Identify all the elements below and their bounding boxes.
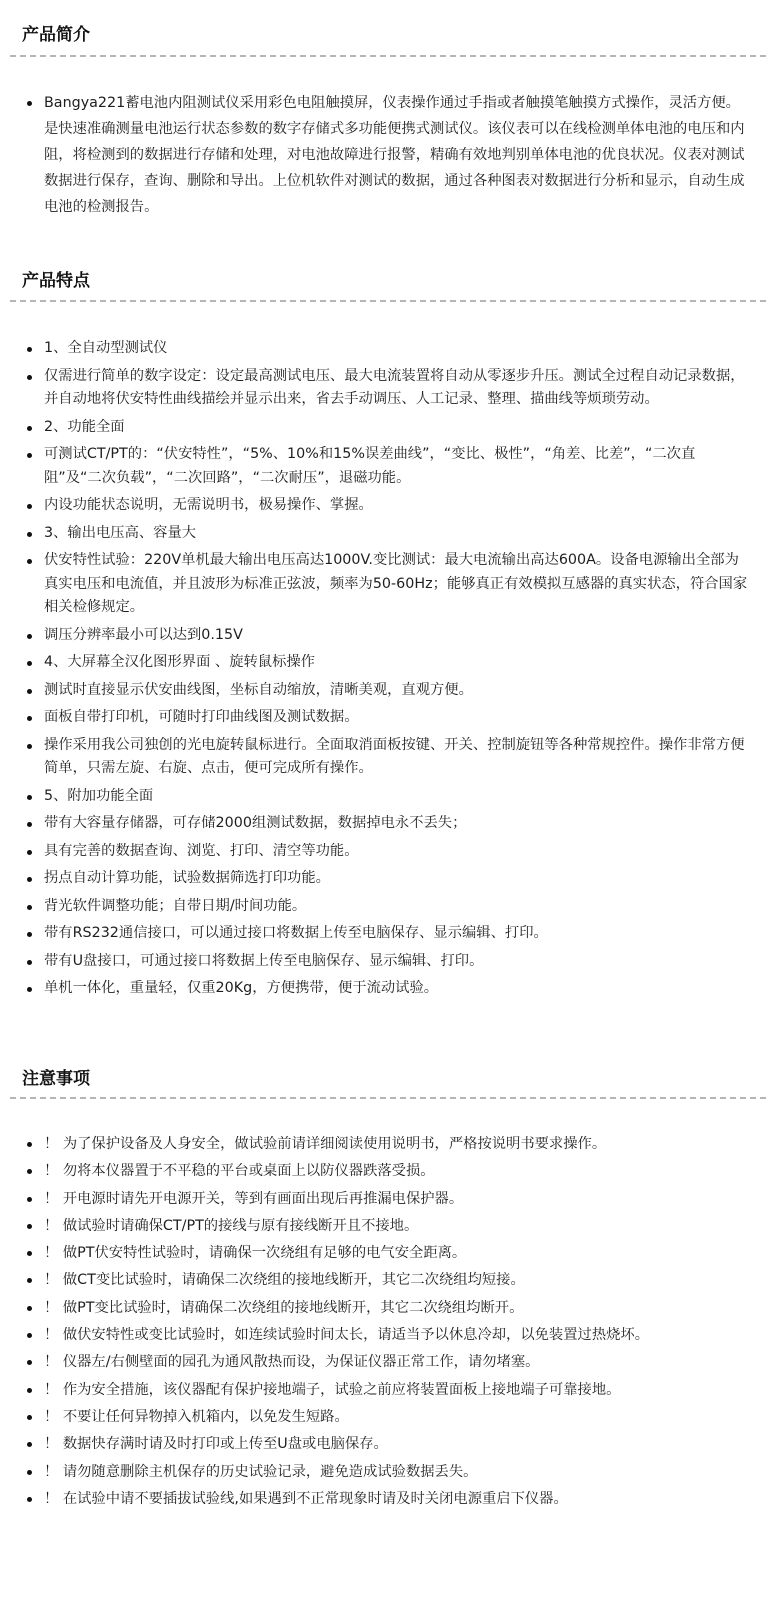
warning-item: ！ 数据快存满时请及时打印或上传至U盘或电脑保存。 <box>0 1432 776 1456</box>
list-item: 2、功能全面 <box>0 416 776 440</box>
list-item: 拐点自动计算功能，试验数据筛选打印功能。 <box>0 867 776 891</box>
list-item: 可测试CT/PT的：“伏安特性”，“5%、10%和15%误差曲线”，“变比、极性”，“角差、比差”，“二次直阻”及“二次负载”，“二次回路”，“二次耐压”，退磁功能。 <box>0 443 776 490</box>
warning-item: ！ 做伏安特性或变比试验时，如连续试验时间太长，请适当予以休息冷却，以免装置过热烧坏。 <box>0 1323 776 1347</box>
warning-item: ！ 为了保护设备及人身安全，做试验前请详细阅读使用说明书，严格按说明书要求操作。 <box>0 1132 776 1156</box>
list-item: 带有RS232通信接口，可以通过接口将数据上传至电脑保存、显示编辑、打印。 <box>0 922 776 946</box>
list-item: 5、附加功能全面 <box>0 785 776 809</box>
warning-item: ！ 做试验时请确保CT/PT的接线与原有接线断开且不接地。 <box>0 1214 776 1238</box>
notes-divider <box>10 1097 766 1099</box>
list-item: 内设功能状态说明，无需说明书，极易操作、掌握。 <box>0 494 776 518</box>
notes-heading: 注意事项 <box>22 1069 90 1089</box>
list-item: 面板自带打印机，可随时打印曲线图及测试数据。 <box>0 706 776 730</box>
notes-list <box>0 1132 776 1514</box>
list-item: 单机一体化，重量轻，仅重20Kg，方便携带，便于流动试验。 <box>0 977 776 1001</box>
list-item: 测试时直接显示伏安曲线图，坐标自动缩放，清晰美观，直观方便。 <box>0 679 776 703</box>
warning-item: ！ 请勿随意删除主机保存的历史试验记录，避免造成试验数据丢失。 <box>0 1460 776 1484</box>
warning-item: ！ 勿将本仪器置于不平稳的平台或桌面上以防仪器跌落受损。 <box>0 1159 776 1183</box>
warning-item: ！ 作为安全措施，该仪器配有保护接地端子，试验之前应将装置面板上接地端子可靠接地。 <box>0 1378 776 1402</box>
features-heading: 产品特点 <box>22 271 90 291</box>
intro-heading: 产品简介 <box>22 25 90 45</box>
list-item: 仅需进行简单的数字设定：设定最高测试电压、最大电流装置将自动从零逐步升压。测试全过程自动记录数据，并自动地将伏安特性曲线描绘并显示出来，省去手动调压、人工记录、整理、描曲线等烦琐劳动。 <box>0 365 776 412</box>
warning-item: ！ 开电源时请先开电源开关，等到有画面出现后再推漏电保护器。 <box>0 1187 776 1211</box>
list-item: 背光软件调整功能；自带日期/时间功能。 <box>0 895 776 919</box>
list-item: 3、输出电压高、容量大 <box>0 522 776 546</box>
warning-item: ！ 做PT伏安特性试验时，请确保一次绕组有足够的电气安全距离。 <box>0 1241 776 1265</box>
list-item: 伏安特性试验：220V单机最大输出电压高达1000V.变比测试：最大电流输出高达600A。设备电源输出全部为真实电压和电流值，并且波形为标准正弦波，频率为50-60Hz；能够真正有效模拟互感器的真实状态，符合国家相关检修规定。 <box>0 549 776 620</box>
list-item: 操作采用我公司独创的光电旋转鼠标进行。全面取消面板按键、开关、控制旋钮等各种常规控件。操作非常方便简单，只需左旋、右旋、点击，便可完成所有操作。 <box>0 734 776 781</box>
features-divider <box>10 300 766 302</box>
list-item: 调压分辨率最小可以达到0.15V <box>0 624 776 648</box>
intro-divider <box>10 55 766 57</box>
list-item: 4、大屏幕全汉化图形界面 、旋转鼠标操作 <box>0 651 776 675</box>
list-item: 带有大容量存储器，可存储2000组测试数据，数据掉电永不丢失； <box>0 812 776 836</box>
list-item: 1、全自动型测试仪 <box>0 337 776 361</box>
features-list <box>0 337 776 1005</box>
warning-item: ！ 做PT变比试验时，请确保二次绕组的接地线断开，其它二次绕组均断开。 <box>0 1296 776 1320</box>
warning-item: ！ 在试验中请不要插拔试验线,如果遇到不正常现象时请及时关闭电源重启下仪器。 <box>0 1487 776 1511</box>
intro-list <box>0 90 776 220</box>
list-item: 具有完善的数据查询、浏览、打印、清空等功能。 <box>0 840 776 864</box>
warning-item: ！ 仪器左/右侧壁面的园孔为通风散热而设，为保证仪器正常工作，请勿堵塞。 <box>0 1350 776 1374</box>
warning-item: ！ 不要让任何异物掉入机箱内，以免发生短路。 <box>0 1405 776 1429</box>
intro-paragraph: Bangya221蓄电池内阻测试仪采用彩色电阻触摸屏，仪表操作通过手指或者触摸笔触摸方式操作，灵活方便。是快速准确测量电池运行状态参数的数字存储式多功能便携式测试仪。该仪表可以在线检测单体电池的电压和内阻，将检测到的数据进行存储和处理，对电池故障进行报警，精确有效地判别单体电池的优良状况。仪表对测试数据进行保存，查询、删除和导出。上位机软件对测试的数据，通过各种图表对数据进行分析和显示，自动生成电池的检测报告。 <box>0 90 776 220</box>
warning-item: ！ 做CT变比试验时，请确保二次绕组的接地线断开，其它二次绕组均短接。 <box>0 1268 776 1292</box>
list-item: 带有U盘接口，可通过接口将数据上传至电脑保存、显示编辑、打印。 <box>0 950 776 974</box>
